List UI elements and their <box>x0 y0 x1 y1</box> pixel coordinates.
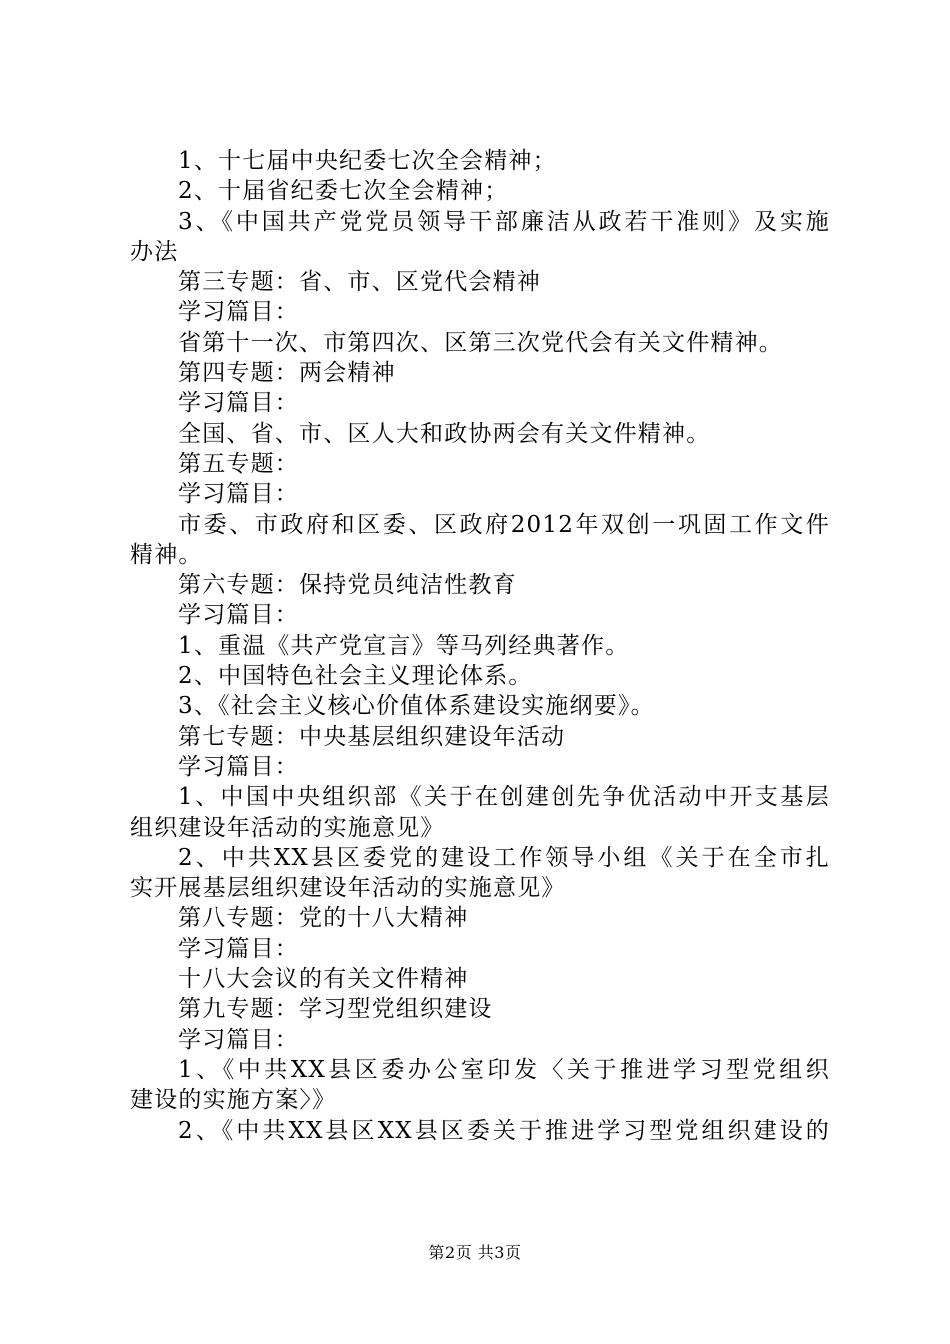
document-line: 学习篇目： <box>178 935 299 962</box>
document-line: 第六专题：保持党员纯洁性教育 <box>178 572 517 599</box>
document-line: 2、《中共XX县区XX县区委关于推进学习型党组织建设的 <box>178 1117 830 1144</box>
document-line: 1、《中共XX县区委办公室印发〈关于推进学习型党组织 <box>178 1056 830 1083</box>
document-line: 精神。 <box>130 541 203 568</box>
document-line: 1、十七届中央纪委七次全会精神； <box>178 148 557 174</box>
document-line: 市委、市政府和区委、区政府2012年双创一巩固工作文件 <box>178 511 830 538</box>
document-line: 学习篇目： <box>178 390 299 417</box>
document-line: 1、中国中央组织部《关于在创建创先争优活动中开支基层 <box>178 784 830 811</box>
document-line: 第四专题：两会精神 <box>178 360 396 387</box>
document-line: 第八专题：党的十八大精神 <box>178 905 469 932</box>
document-line: 学习篇目： <box>178 1026 299 1053</box>
document-line: 学习篇目： <box>178 602 299 629</box>
document-line: 2、中国特色社会主义理论体系。 <box>178 663 533 690</box>
document-line: 学习篇目： <box>178 299 299 326</box>
page-footer: 第2页 共3页 <box>428 1243 522 1262</box>
document-line: 3、《社会主义核心价值体系建设实施纲要》。 <box>178 693 655 720</box>
document-line: 办法 <box>130 238 179 265</box>
document-line: 1、重温《共产党宣言》等马列经典著作。 <box>178 632 630 659</box>
document-line: 第七专题：中央基层组织建设年活动 <box>178 723 566 750</box>
document-line: 第五专题： <box>178 450 299 477</box>
document-line: 2、十届省纪委七次全会精神； <box>178 178 509 205</box>
document-line: 实开展基层组织建设年活动的实施意见》 <box>130 875 566 902</box>
document-line: 十八大会议的有关文件精神 <box>178 966 469 993</box>
document-line: 学习篇目： <box>178 481 299 508</box>
document-line: 组织建设年活动的实施意见》 <box>130 814 445 841</box>
document-body <box>130 146 830 1146</box>
document-line: 省第十一次、市第四次、区第三次党代会有关文件精神。 <box>178 329 783 356</box>
document-line: 第九专题：学习型党组织建设 <box>178 996 493 1023</box>
document-line: 建设的实施方案〉》 <box>130 1087 337 1114</box>
document-line: 3、《中国共产党党员领导干部廉洁从政若干准则》及实施 <box>178 208 830 235</box>
document-line: 学习篇目： <box>178 753 299 780</box>
document-line: 全国、省、市、区人大和政协两会有关文件精神。 <box>178 420 711 447</box>
document-line: 第三专题：省、市、区党代会精神 <box>178 269 541 296</box>
document-line: 2、中共XX县区委党的建设工作领导小组《关于在全市扎 <box>178 844 830 871</box>
